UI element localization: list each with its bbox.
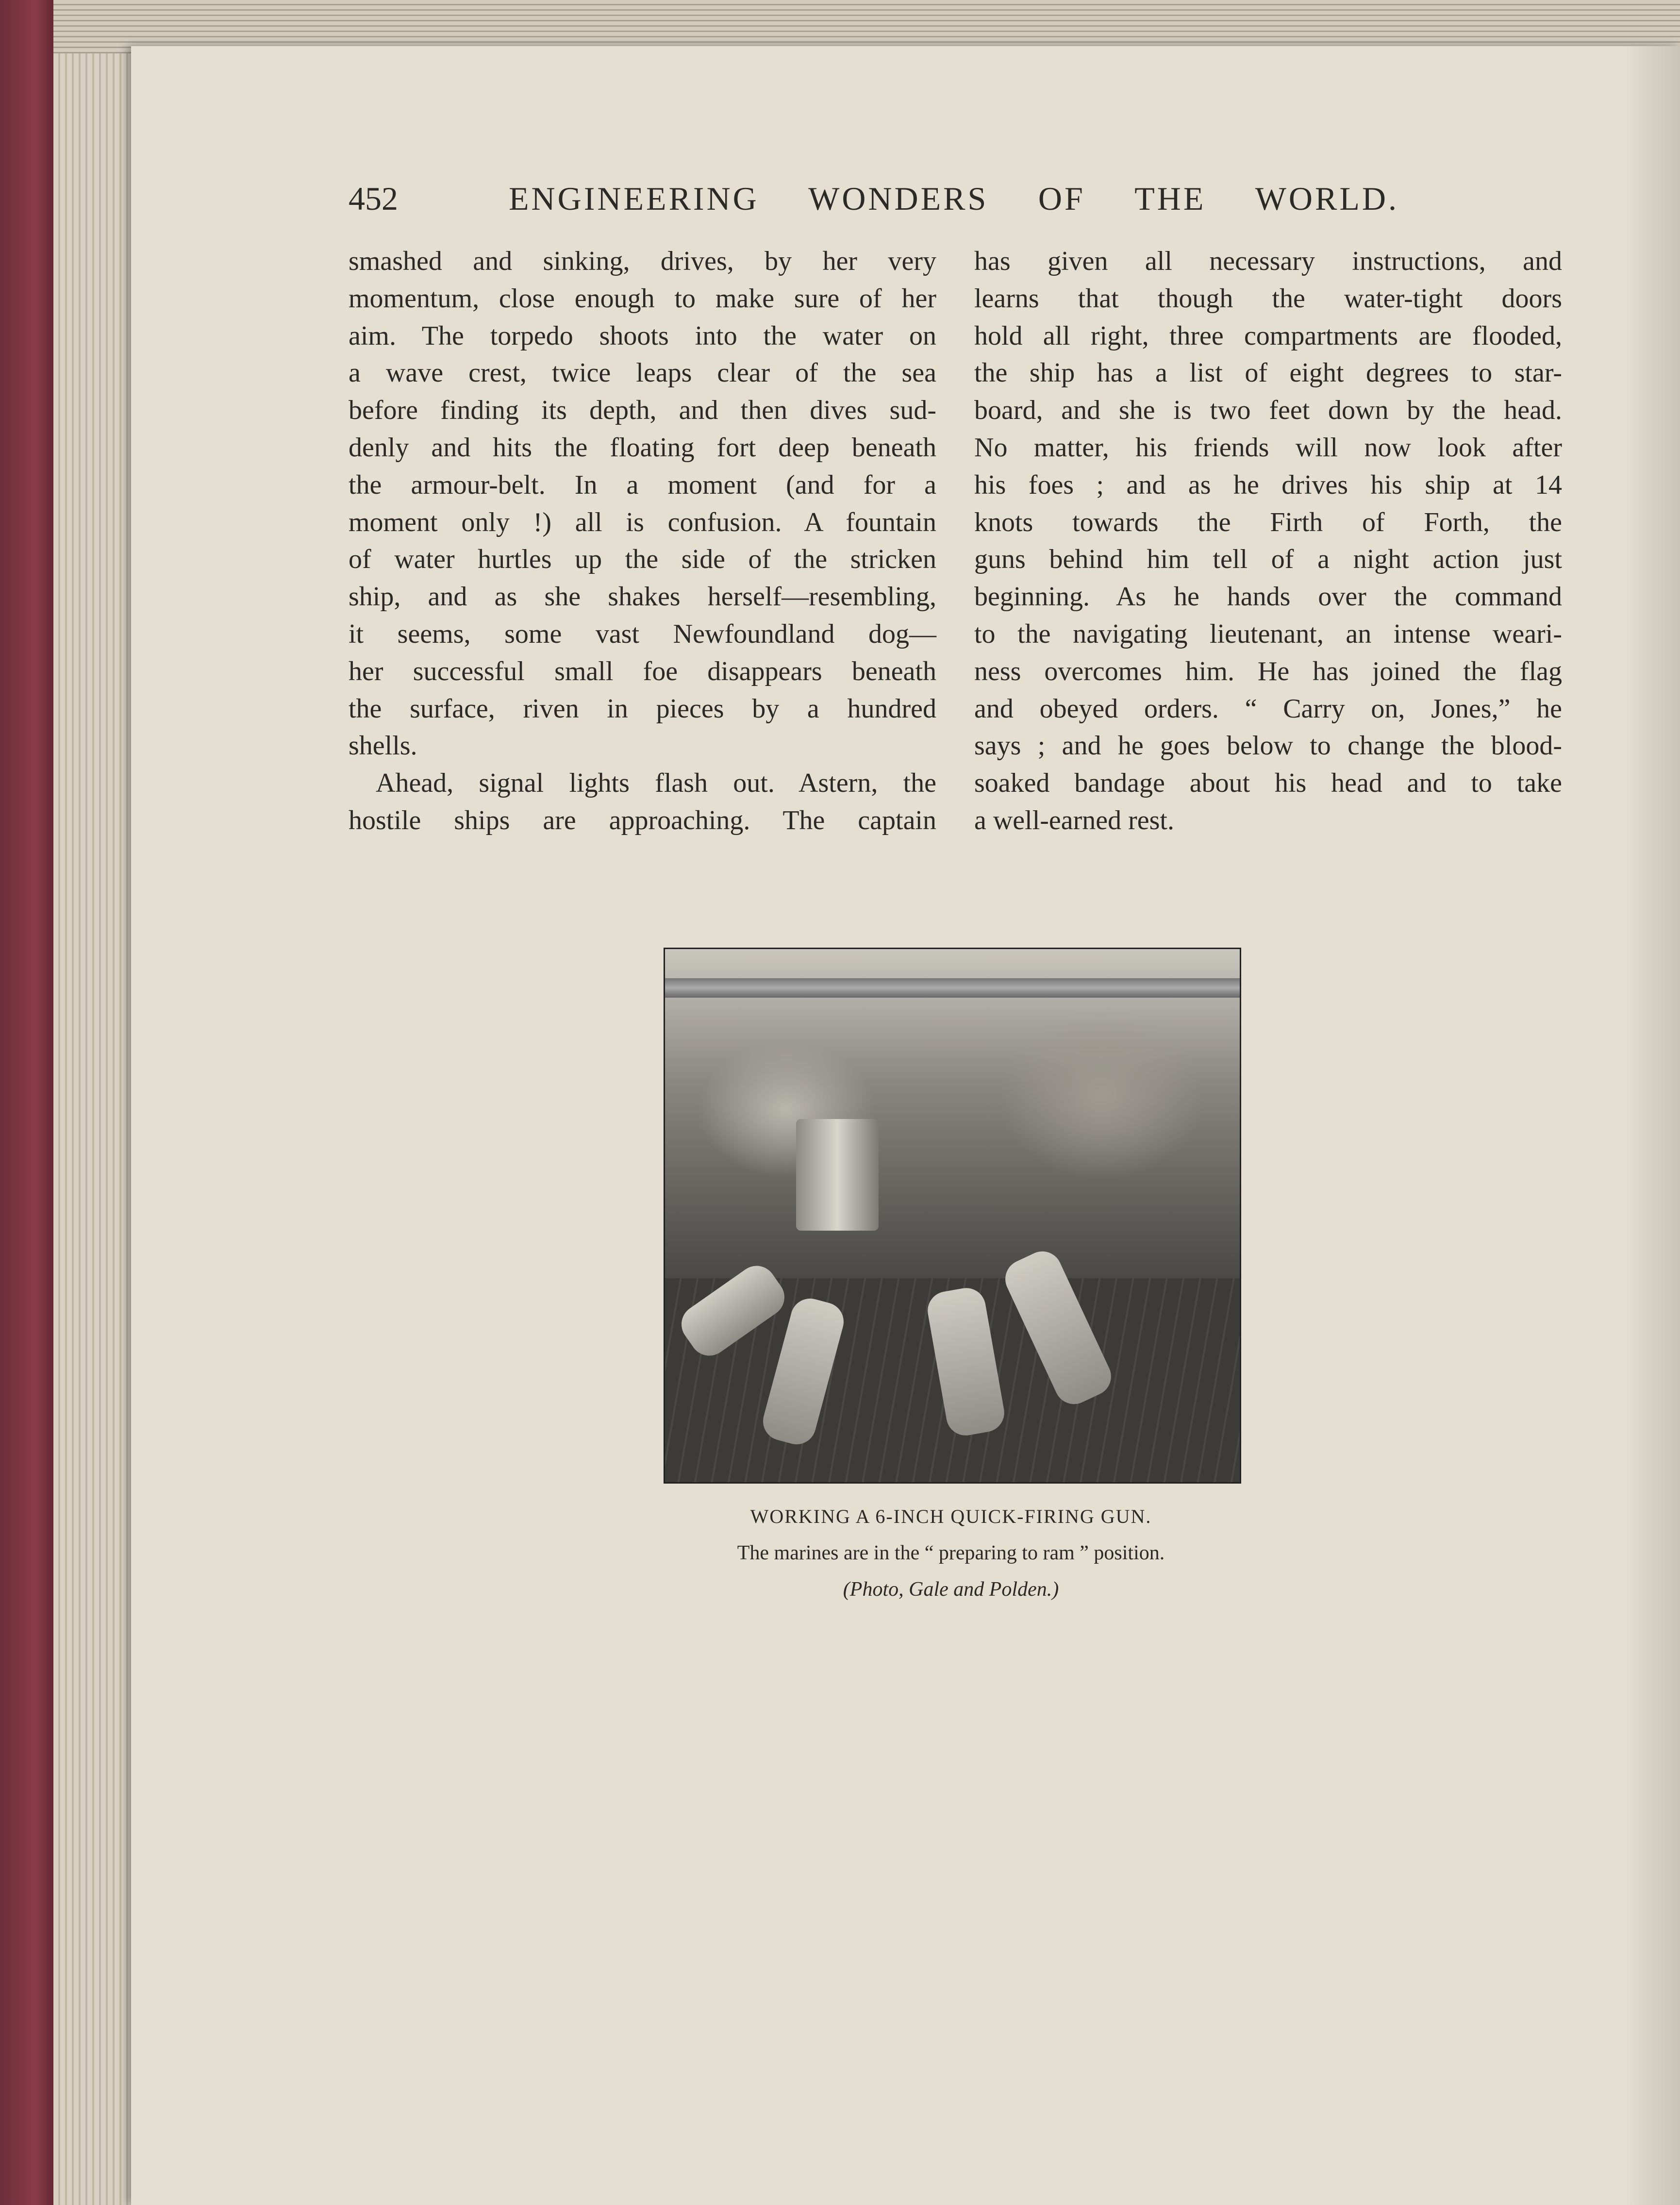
text-line: soaked bandage about his head and to take — [974, 768, 1562, 799]
text-line: the ship has a list of eight degrees to star- — [974, 358, 1562, 388]
text-line: shells. — [349, 731, 417, 761]
page-edges-top — [53, 0, 1680, 53]
photo-gun-mount — [796, 1119, 879, 1231]
text-line: moment only !) all is confusion. A fountain — [349, 507, 936, 537]
figure-title: WORKING A 6-INCH QUICK-FIRING GUN. — [750, 1505, 1152, 1527]
text-line: says ; and he goes below to change the blood- — [974, 731, 1562, 761]
photograph-gun-deck — [664, 948, 1241, 1484]
text-line: the surface, riven in pieces by a hundred — [349, 693, 936, 724]
text-line: knots towards the Firth of Forth, the — [974, 507, 1562, 537]
left-column — [349, 243, 936, 839]
text-line: the armour-belt. In a moment (and for a — [349, 469, 936, 500]
text-line: it seems, some vast Newfoundland dog— — [349, 618, 936, 649]
text-line: of water hurtles up the side of the stricken — [349, 544, 936, 575]
book-cover-edge — [0, 0, 58, 2205]
photo-ceiling-beam — [665, 978, 1240, 998]
text-line: beginning. As he hands over the command — [974, 582, 1562, 612]
text-line: momentum, close enough to make sure of her — [349, 283, 936, 314]
text-line: to the navigating lieutenant, an intense weari- — [974, 618, 1562, 649]
text-line: ness overcomes him. He has joined the flag — [974, 656, 1562, 686]
text-line: smashed and sinking, drives, by her very — [349, 246, 936, 276]
text-line: her successful small foe disappears beneath — [349, 656, 936, 686]
text-line: aim. The torpedo shoots into the water on — [349, 320, 936, 351]
text-line: denly and hits the floating fort deep beneath — [349, 432, 936, 463]
text-line: before finding its depth, and then dives sud- — [349, 395, 936, 426]
text-line: learns that though the water-tight doors — [974, 283, 1562, 314]
running-title: ENGINEERING WONDERS OF THE WORLD. — [509, 180, 1399, 217]
text-line: a well-earned rest. — [974, 805, 1174, 835]
text-line: hostile ships are approaching. The captain — [349, 805, 936, 835]
text-line: Ahead, signal lights flash out. Astern, the — [376, 768, 936, 799]
text-line: board, and she is two feet down by the head. — [974, 395, 1562, 426]
text-line: hold all right, three compartments are flooded, — [974, 320, 1562, 351]
text-line: his foes ; and as he drives his ship at 14 — [974, 469, 1562, 500]
text-line: has given all necessary instructions, and — [974, 246, 1562, 276]
figure-credit: (Photo, Gale and Polden.) — [843, 1578, 1059, 1601]
text-line: No matter, his friends will now look after — [974, 432, 1562, 463]
running-header — [349, 180, 1402, 218]
text-line: guns behind him tell of a night action just — [974, 544, 1562, 575]
text-line: a wave crest, twice leaps clear of the sea — [349, 358, 936, 388]
page-number: 452 — [349, 180, 398, 217]
right-column — [974, 243, 1562, 839]
text-line: ship, and as she shakes herself—resembling, — [349, 582, 936, 612]
figure-caption: The marines are in the “ preparing to ram ” position. — [737, 1542, 1165, 1564]
text-line: and obeyed orders. “ Carry on, Jones,” he — [974, 693, 1562, 724]
